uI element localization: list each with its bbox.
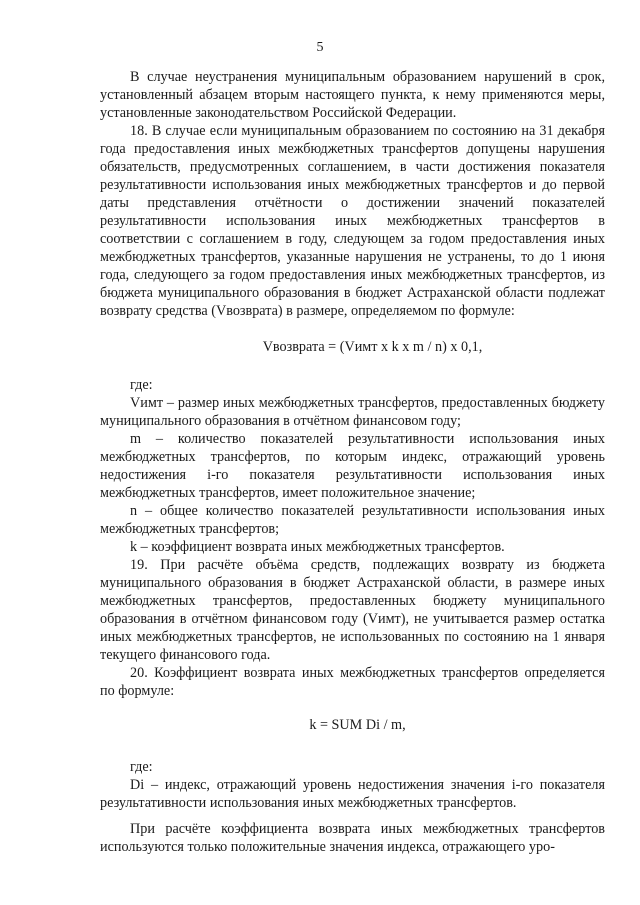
paragraph-positive-values: При расчёте коэффициента возврата иных межбюджетных трансфертов используются только положительные значения индекса, отражающего уро- [100, 821, 605, 855]
definition-vimt: Vимт – размер иных межбюджетных трансфертов, предоставленных бюджету муниципального образования в отчётном финансовом году; [100, 395, 605, 429]
definition-n: n – общее количество показателей результативности использования иных межбюджетных трансфертов; [100, 503, 605, 537]
formula-return-volume: Vвозврата = (Vимт x k x m / n) x 0,1, [262, 339, 483, 355]
paragraph-violation-consequences: В случае неустранения муниципальным образованием нарушений в срок, установленный абзацем вторым настоящего пункта, к нему применяются меры, установленные законодательством Российской Федерации. [100, 69, 605, 121]
paragraph-18: 18. В случае если муниципальным образованием по состоянию на 31 декабря года предоставления иных межбюджетных трансфертов допущены нарушения обязательств, предусмотренных соглашением, в части достижения показателя результативности использования иных межбюджетных трансфертов и до первой даты представления отчётности о достижении значений показателей результативности использования иных межбюджетных трансфертов в соответствии с соглашением в году, следующем за годом предоставления иных межбюджетных трансфертов, указанные нарушения не устранены, то до 1 июня года, следующего за годом предоставления иных межбюджетных трансфертов, из бюджета муниципального образования в бюджет Астраханской области подлежат возврату средства (Vвозврата) в размере, определяемом по формуле: [100, 123, 605, 319]
where-label-1: где: [130, 377, 153, 393]
paragraph-19: 19. При расчёте объёма средств, подлежащих возврату из бюджета муниципального образования в бюджет Астраханской области, в размере иных межбюджетных трансфертов, предоставленных бюджету муниципального образования в отчётном финансовом году (Vимт), не учитывается размер остатка иных межбюджетных трансфертов, не использованных по состоянию на 1 января текущего финансового года. [100, 557, 605, 663]
definition-k: k – коэффициент возврата иных межбюджетных трансфертов. [130, 539, 505, 555]
page-number: 5 [316, 40, 324, 55]
where-label-2: где: [130, 759, 153, 775]
definition-m: m – количество показателей результативности использования иных межбюджетных трансфертов, по которым индекс, отражающий уровень недостижения i-го показателя результативности использования иных межбюджетных трансфертов, имеет положительное значение; [100, 431, 605, 501]
document-body [100, 68, 605, 856]
definition-di: Di – индекс, отражающий уровень недостижения значения i-го показателя результативности использования иных межбюджетных трансфертов. [100, 777, 605, 811]
formula-coefficient: k = SUM Di / m, [309, 717, 406, 733]
paragraph-20: 20. Коэффициент возврата иных межбюджетных трансфертов определяется по формуле: [100, 665, 605, 699]
